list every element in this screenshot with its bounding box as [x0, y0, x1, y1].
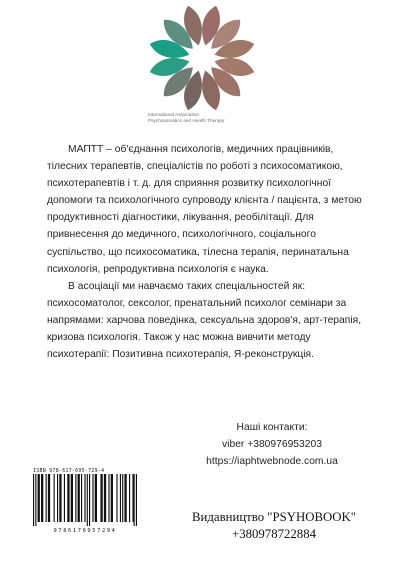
paragraph-association: МАПТТ – об'єднання психологів, медичних працівників, тілесних терапевтів, спеціалістів по роботі з психосоматикою, психотерапевтів і т. д. для сприяння розвитку психологічної допомоги та психологічного супроводу клієнта / пацієнта, з метою продуктивності діагностики, лікування, реобілітації. Для привнесення до медичного, психологічного, соціального суспільство, що психосоматика, тілесна терапія, перинатальна психологія, репродуктивна психологія є наука. — [47, 144, 362, 275]
barcode-bar — [136, 474, 137, 526]
barcode-bar — [108, 474, 109, 522]
barcode-bar — [41, 474, 43, 522]
org-name-line-1: International Association — [148, 112, 200, 117]
barcode-bar — [71, 474, 73, 522]
barcode-digits: 9786176957294 — [53, 528, 117, 534]
barcode-bar — [33, 474, 34, 526]
contact-viber: viber +380976953203 — [222, 439, 322, 451]
barcode-bar — [46, 474, 47, 522]
barcode-bar — [104, 474, 106, 522]
barcode-bar — [81, 474, 82, 522]
barcode-bar — [100, 474, 102, 522]
description-text — [47, 141, 373, 363]
barcode-bar — [122, 474, 123, 522]
publisher-name: Видавництво "PSYHOBOOK" — [192, 510, 356, 524]
barcode-bar — [59, 474, 61, 522]
barcode-bar — [129, 474, 130, 522]
contacts-block — [187, 419, 357, 470]
org-name-line-2: Psychosomatics and Health Therapy — [148, 118, 225, 123]
barcode-bar — [78, 474, 80, 522]
barcode-bar — [48, 474, 50, 522]
publisher-block — [174, 509, 374, 542]
barcode-bar — [67, 474, 69, 522]
barcode-bar — [38, 474, 40, 522]
barcode-bar — [35, 474, 36, 526]
barcode-bar — [132, 474, 133, 522]
barcode-bar — [92, 474, 93, 522]
barcode-bar — [111, 474, 113, 522]
barcode-bar — [75, 474, 76, 522]
barcode-bar — [84, 474, 85, 522]
barcode-bar — [57, 474, 58, 522]
barcode-bar — [120, 474, 121, 522]
barcode-bar — [87, 474, 88, 526]
contacts-heading: Наші контакти: — [236, 422, 308, 433]
barcode-bar — [124, 474, 126, 522]
barcode-icon — [30, 474, 140, 534]
barcode-bar — [54, 474, 55, 522]
barcode-bar — [134, 474, 135, 526]
barcode-bar — [95, 474, 97, 522]
publisher-phone: +380978722884 — [232, 526, 316, 541]
barcode-bar — [64, 474, 65, 522]
barcode-bar — [116, 474, 117, 522]
barcode-bar — [89, 474, 90, 526]
contact-url: https://iaphtwebnode.com.ua — [206, 456, 338, 468]
isbn-label: ISBN 978-617-695-729-4 — [33, 468, 105, 474]
paragraph-courses: В асоціації ми навчаємо таких спеціальностей як: психосоматолог, сексолог, пренатальний психолог семінари за напрямами: харчова поведінка, сексуальна здоров'я, арт-терапія, кризова психологія. Також у нас можна вивчити методу психотерапії: Позитивна психотерапія, Я-реконструкція. — [47, 280, 362, 361]
